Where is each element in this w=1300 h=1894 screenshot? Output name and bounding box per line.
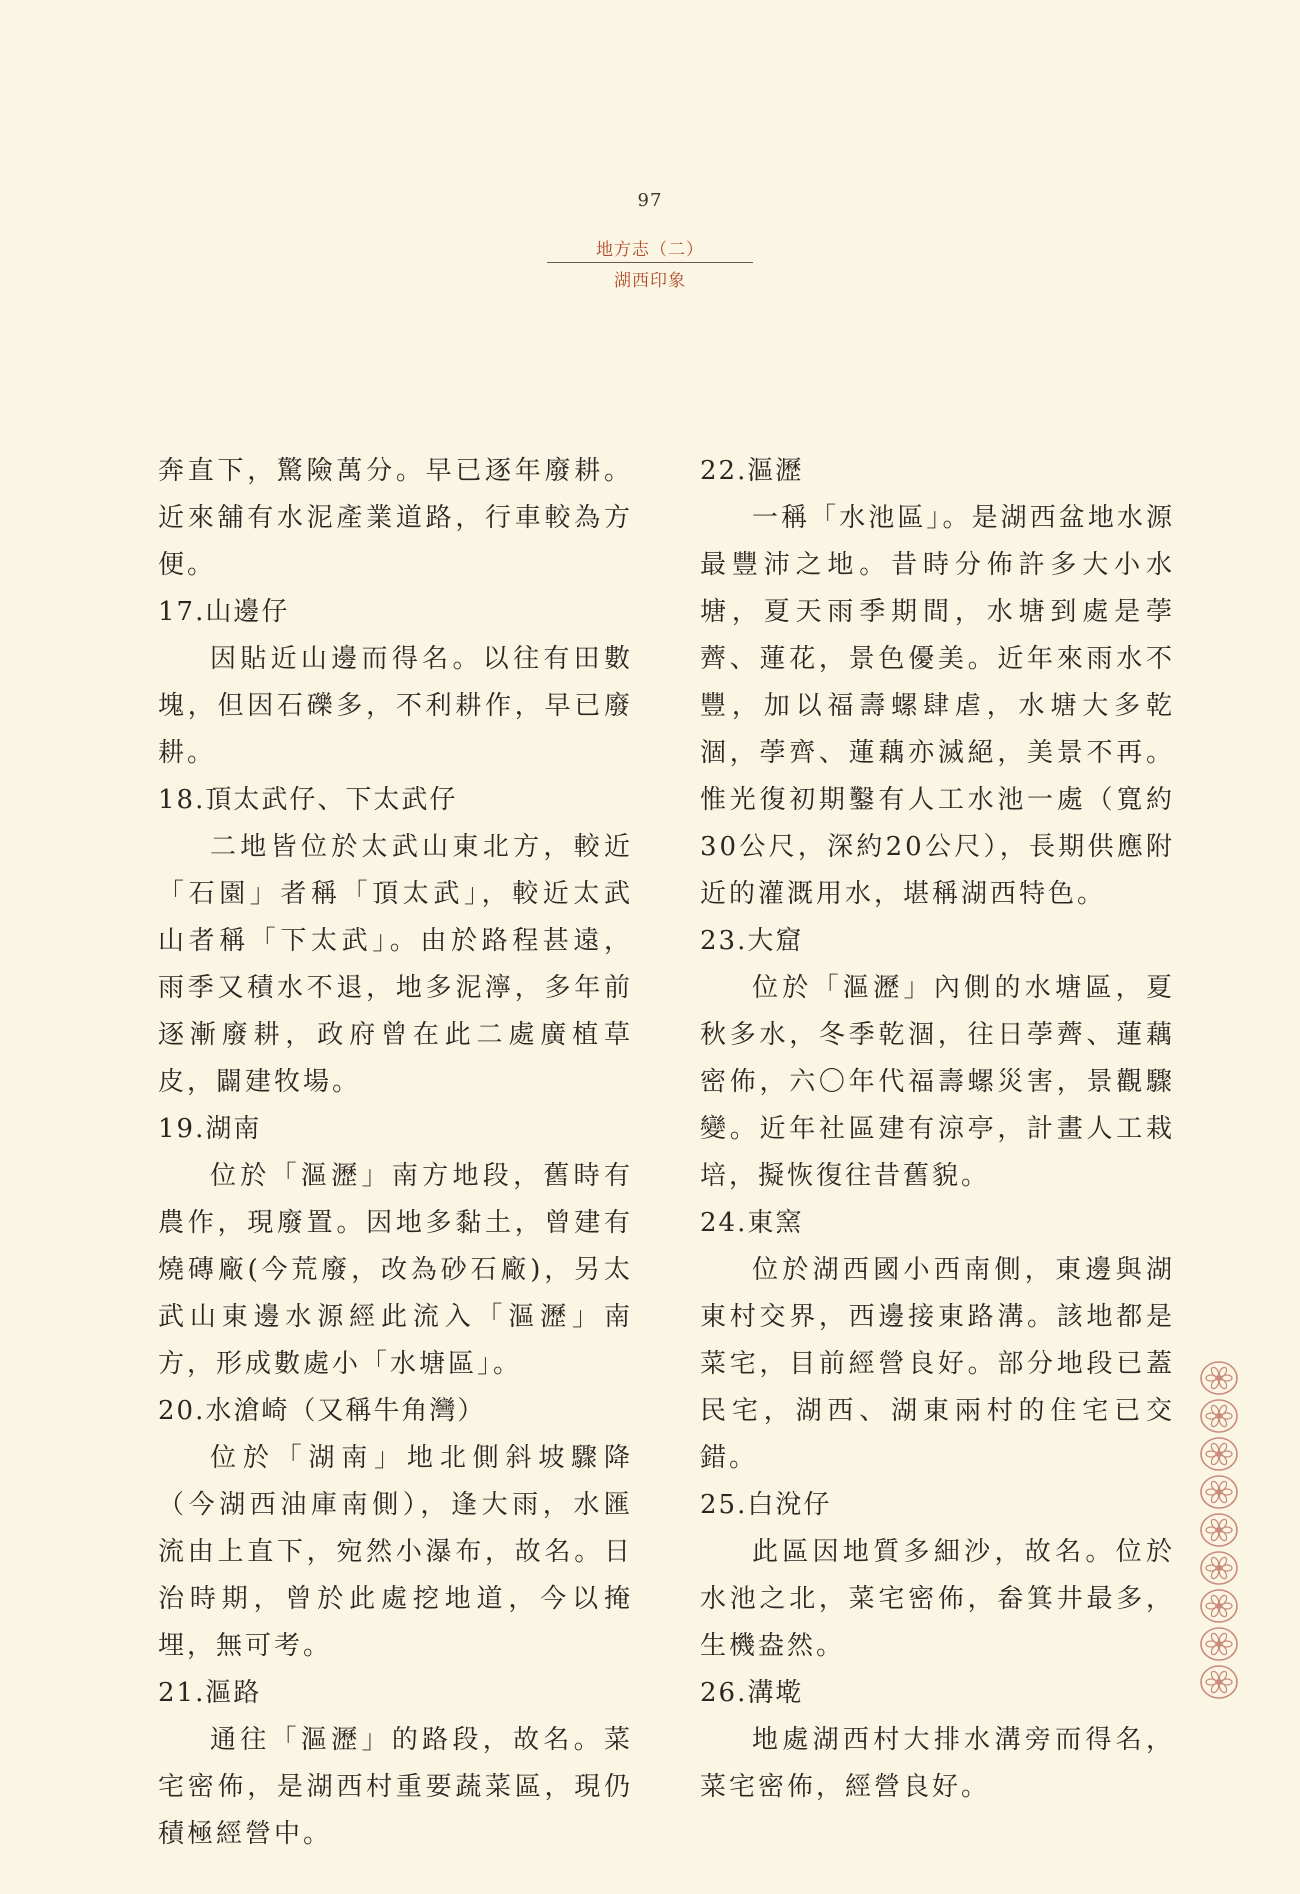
floral-ornament-icon (1198, 1588, 1240, 1624)
entry-heading: 26.溝墘 (700, 1678, 804, 1708)
floral-ornament-icon (1198, 1512, 1240, 1548)
header-divider (547, 262, 753, 263)
entry-heading: 24.東窯 (700, 1208, 804, 1238)
entry-body: 位於湖西國小西南側，東邊與湖東村交界，西邊接東路溝。該地都是菜宅，目前經營良好。部分地段已蓋民宅，湖西、湖東兩村的住宅已交錯。 (700, 1255, 1175, 1473)
entry-body: 位於「漚瀝」內側的水塘區，夏秋多水，冬季乾涸，往日荸薺、蓮藕密佈，六〇年代福壽螺災害，景觀驟變。近年社區建有涼亭，計畫人工栽培，擬恢復往昔舊貌。 (700, 973, 1175, 1191)
book-title: 地方志（二） (596, 240, 704, 260)
entry-body: 位於「漚瀝」南方地段，舊時有農作，現廢置。因地多黏土，曾建有燒磚廠(今荒廢，改為砂石廠)，另太武山東邊水源經此流入「漚瀝」南方，形成數處小「水塘區」。 (158, 1161, 633, 1379)
floral-ornament-icon (1198, 1474, 1240, 1510)
floral-border-icon (1198, 1360, 1242, 1700)
entry-body: 位於「湖南」地北側斜坡驟降（今湖西油庫南側），逢大雨，水匯流由上直下，宛然小瀑布，故名。日治時期，曾於此處挖地道，今以掩埋，無可考。 (158, 1443, 633, 1661)
floral-ornament-icon (1198, 1398, 1240, 1434)
entry-body: 通往「漚瀝」的路段，故名。菜宅密佈，是湖西村重要蔬菜區，現仍積極經營中。 (158, 1725, 633, 1849)
right-column (700, 448, 1175, 1811)
entry-heading: 19.湖南 (158, 1114, 262, 1144)
entry-heading: 25.白涗仔 (700, 1490, 832, 1520)
left-column (158, 448, 633, 1858)
entry-heading: 20.水滄崎（又稱牛角灣） (158, 1396, 486, 1426)
entry-body: 二地皆位於太武山東北方，較近「石園」者稱「頂太武」，較近太武山者稱「下太武」。由於路程甚遠，雨季又積水不退，地多泥濘，多年前逐漸廢耕，政府曾在此二處廣植草皮，闢建牧場。 (158, 832, 633, 1097)
entry-heading: 23.大窟 (700, 926, 804, 956)
entry-body: 地處湖西村大排水溝旁而得名，菜宅密佈，經營良好。 (700, 1725, 1175, 1802)
entry-body: 此區因地質多細沙，故名。位於水池之北，菜宅密佈，畚箕井最多，生機盎然。 (700, 1537, 1175, 1661)
floral-ornament-icon (1198, 1626, 1240, 1662)
continued-paragraph: 奔直下，驚險萬分。早已逐年廢耕。近來舖有水泥產業道路，行車較為方便。 (158, 456, 633, 580)
entry-heading: 22.漚瀝 (700, 456, 804, 486)
floral-ornament-icon (1198, 1550, 1240, 1586)
chapter-title: 湖西印象 (614, 271, 686, 291)
entry-heading: 17.山邊仔 (158, 597, 290, 627)
page-header (0, 190, 1300, 291)
floral-ornament-icon (1198, 1664, 1240, 1700)
floral-ornament-icon (1198, 1360, 1240, 1396)
page-number: 97 (637, 190, 663, 211)
entry-body: 因貼近山邊而得名。以往有田數塊，但因石礫多，不利耕作，早已廢耕。 (158, 644, 633, 768)
entry-body: 一稱「水池區」。是湖西盆地水源最豐沛之地。昔時分佈許多大小水塘，夏天雨季期間，水塘到處是荸薺、蓮花，景色優美。近年來雨水不豐，加以福壽螺肆虐，水塘大多乾涸，荸齊、蓮藕亦滅絕，美景不再。惟光復初期鑿有人工水池一處（寬約30公尺，深約20公尺），長期供應附近的灌溉用水，堪稱湖西特色。 (700, 503, 1175, 909)
floral-ornament-icon (1198, 1436, 1240, 1472)
entry-heading: 21.漚路 (158, 1678, 262, 1708)
entry-heading: 18.頂太武仔、下太武仔 (158, 785, 458, 815)
